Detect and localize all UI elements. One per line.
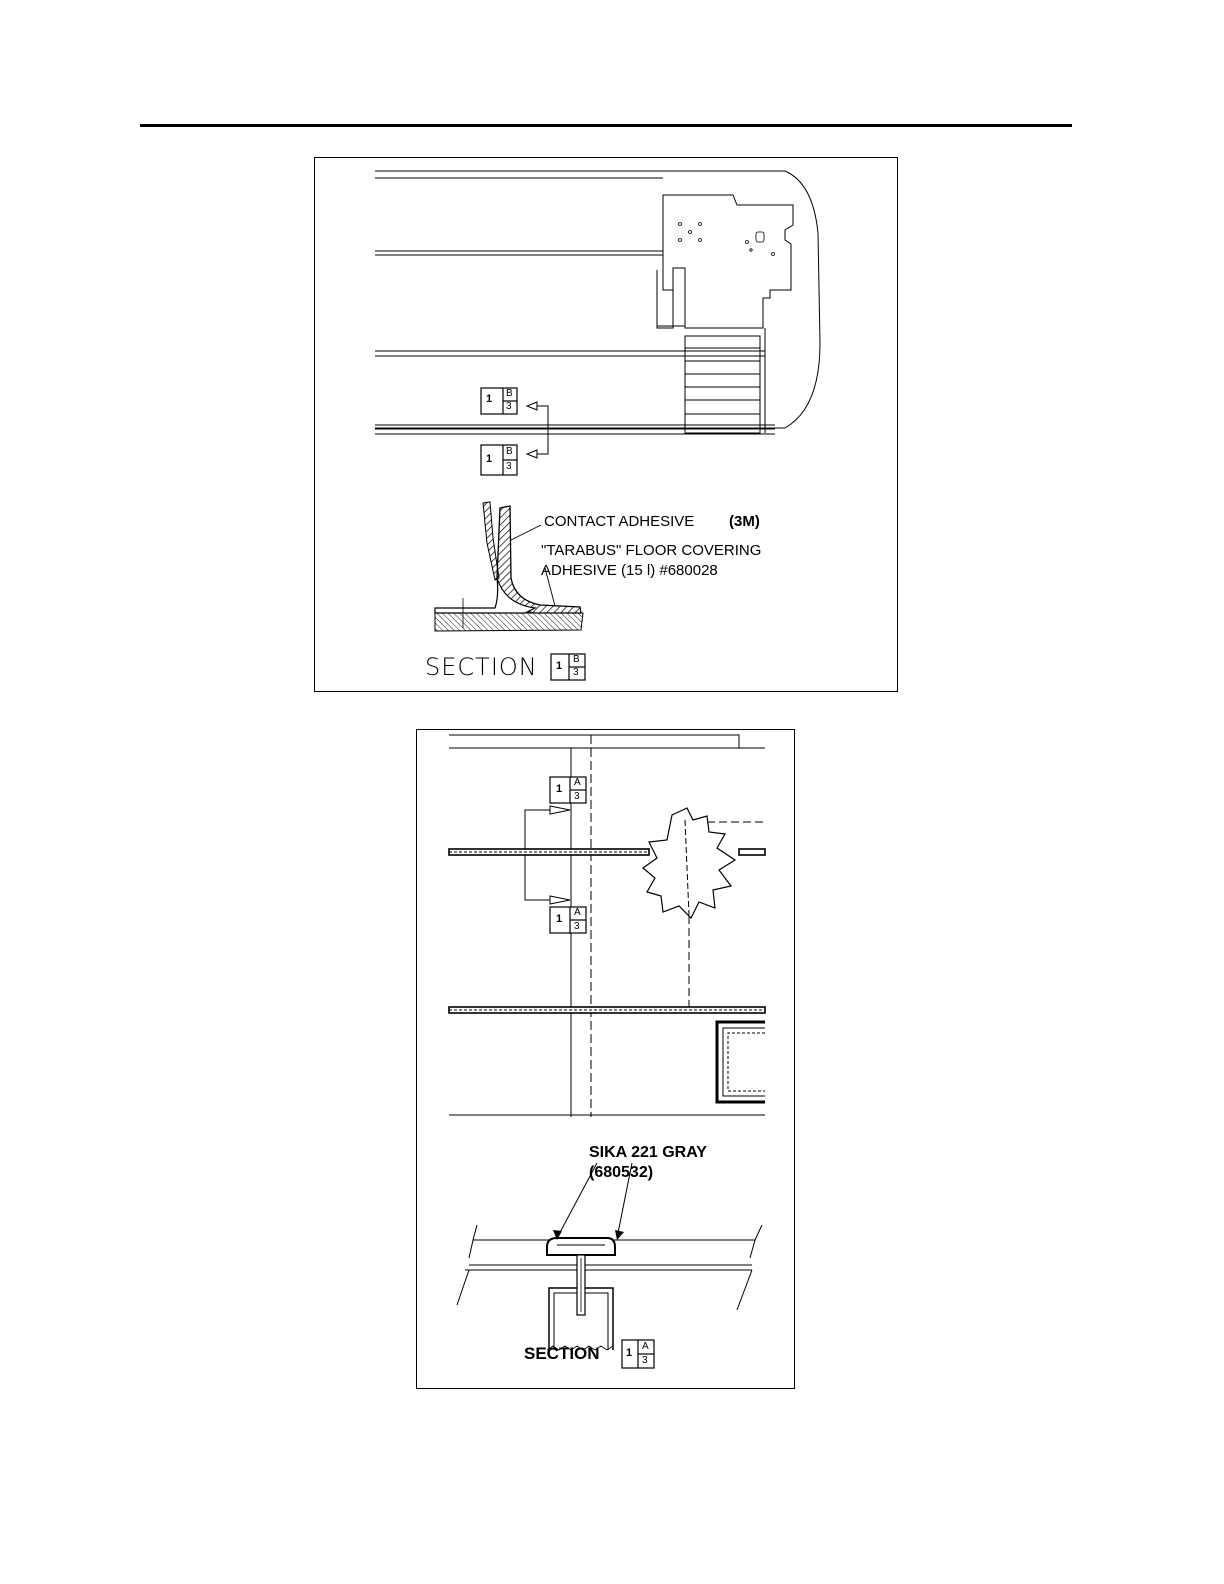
marker-letter: B bbox=[506, 388, 513, 399]
section-label-sheet: 3 bbox=[573, 667, 579, 678]
marker-sheet: 3 bbox=[506, 461, 512, 472]
section-label: SECTION bbox=[524, 1344, 600, 1363]
callout-sealant-1: SIKA 221 GRAY bbox=[589, 1144, 707, 1161]
marker-number: 1 bbox=[486, 393, 493, 405]
callout-floor-covering-2: ADHESIVE (15 l) #680028 bbox=[541, 562, 718, 579]
marker-number: 1 bbox=[556, 783, 563, 795]
section-label-number: 1 bbox=[556, 660, 563, 672]
callout-contact-adhesive-brand: (3M) bbox=[729, 513, 760, 530]
figure-floor-joint bbox=[416, 729, 795, 1389]
section-label-sheet: 3 bbox=[642, 1355, 648, 1366]
section-label-letter: B bbox=[573, 654, 580, 665]
callout-contact-adhesive: CONTACT ADHESIVE bbox=[544, 513, 695, 530]
callout-sealant-2: (680532) bbox=[589, 1164, 654, 1181]
callout-floor-covering-1: "TARABUS" FLOOR COVERING bbox=[541, 542, 762, 559]
marker-letter: B bbox=[506, 446, 513, 457]
floor-plan-drawing bbox=[315, 158, 899, 693]
figure-floor-covering bbox=[314, 157, 898, 692]
section-label-number: 1 bbox=[626, 1347, 633, 1359]
marker-number: 1 bbox=[486, 453, 493, 465]
section-label: SECTION bbox=[425, 653, 538, 681]
section-label-letter: A bbox=[642, 1341, 649, 1352]
header-rule bbox=[140, 124, 1072, 127]
floor-joint-drawing bbox=[417, 730, 796, 1390]
marker-letter: A bbox=[574, 907, 581, 918]
marker-sheet: 3 bbox=[574, 791, 580, 802]
marker-sheet: 3 bbox=[506, 401, 512, 412]
marker-number: 1 bbox=[556, 913, 563, 925]
marker-sheet: 3 bbox=[574, 921, 580, 932]
marker-letter: A bbox=[574, 777, 581, 788]
